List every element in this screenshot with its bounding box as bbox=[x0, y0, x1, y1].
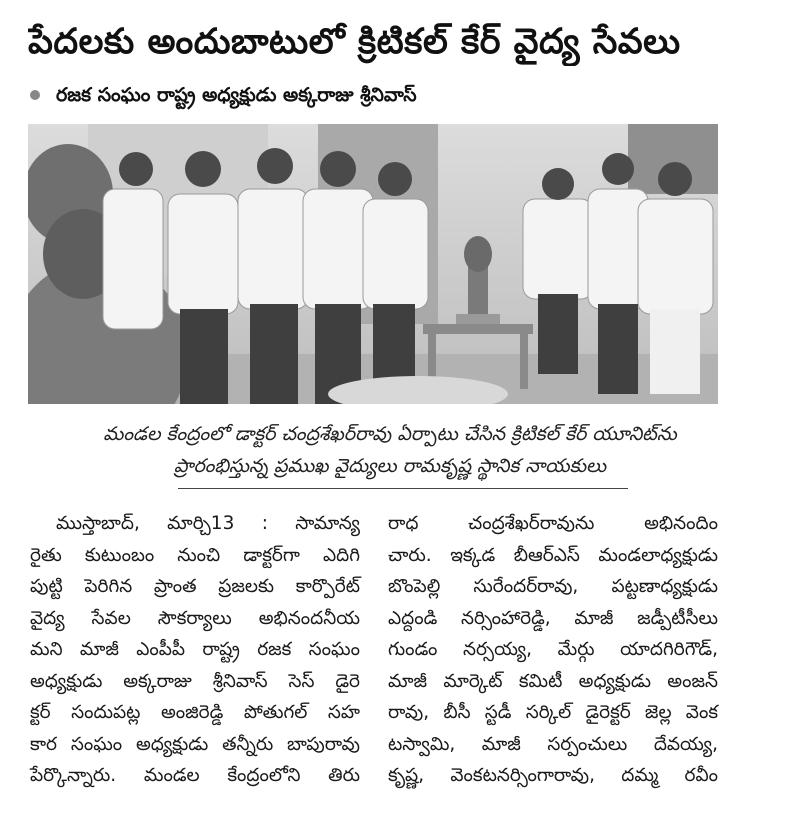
article-line: క్టర్ సందుపట్ల అంజిరెడ్డి పోతుగల్ సహ bbox=[30, 702, 360, 723]
news-photo bbox=[28, 124, 718, 404]
article-line: పుట్టి పెరిగిన ప్రాంత ప్రజలకు కార్పొరేట్ bbox=[30, 576, 360, 597]
subheadline bbox=[28, 80, 728, 110]
caption-line-1: మండల కేంద్రంలో డాక్టర్ చంద్రశేఖర్‌రావు ఏర్పాటు చేసిన క్రిటికల్ కేర్ యూనిట్‌ను bbox=[103, 423, 677, 445]
article-line: కార సంఘం అధ్యక్షుడు తన్నీరు బాపురావు bbox=[30, 733, 360, 755]
article-line: మాజీ మార్కెట్ కమిటీ అధ్యక్షుడు అంజన్ bbox=[388, 670, 718, 692]
article-line: కృష్ణ, వెంకటనర్సింగారావు, దమ్మ రవీం bbox=[388, 765, 718, 786]
subheadline-text: రజక సంఘం రాష్ట్ర అధ్యక్షుడు అక్కరాజు శ్రీనివాస్ bbox=[56, 84, 417, 106]
caption-line-2: ప్రారంభిస్తున్న ప్రముఖ వైద్యులు రామకృష్ణ స్థానిక నాయకులు bbox=[173, 455, 607, 477]
article-line: ఎద్దండి నర్సింహారెడ్డి, మాజీ జడ్పీటీసీలు bbox=[388, 607, 718, 629]
article-line: రావు, బీసీ స్టడీ సర్కిల్ డైరెక్టర్ జెల్ల వెంక bbox=[388, 702, 718, 723]
article-line: రైతు కుటుంబం నుంచి డాక్టర్‌గా ఎదిగి bbox=[30, 544, 360, 566]
caption-underline bbox=[178, 488, 628, 489]
article-line: అధ్యక్షుడు అక్కరాజు శ్రీనివాస్ సెస్ డైరె bbox=[30, 670, 360, 692]
photo-caption bbox=[40, 418, 740, 482]
article-line: వైద్య సేవల సౌకర్యాలు అభినందనీయ bbox=[30, 607, 360, 629]
article-line: టస్వామి, మాజీ సర్పంచులు దేవయ్య, bbox=[388, 733, 718, 755]
bullet-icon bbox=[30, 90, 40, 100]
article-line: రాధ చంద్రశేఖర్‌రావును అభినందిం bbox=[388, 513, 718, 534]
article-line: పేర్కొన్నారు. మండల కేంద్రంలోని తిరు bbox=[30, 765, 360, 786]
article-line: గుండం నర్సయ్య, మేర్గు యాదగిరిగౌడ్, bbox=[388, 639, 718, 660]
article-line: చారు. ఇక్కడ బీఆర్ఎస్ మండలాధ్యక్షుడు bbox=[388, 544, 718, 566]
article-line: ముస్తాబాద్, మార్చి13 : సామాన్య bbox=[56, 513, 360, 534]
article-column-right bbox=[388, 508, 718, 792]
news-photo-illustration bbox=[28, 124, 718, 404]
headline: పేదలకు అందుబాటులో క్రిటికల్ కేర్ వైద్య సేవలు bbox=[28, 22, 681, 62]
article-column-left bbox=[30, 508, 360, 792]
article-line: బొంపెల్లి సురేందర్‌రావు, పట్టణాధ్యక్షుడు bbox=[388, 576, 718, 597]
article-line: మని మాజీ ఎంపీపీ రాష్ట్ర రజక సంఘం bbox=[30, 639, 360, 660]
